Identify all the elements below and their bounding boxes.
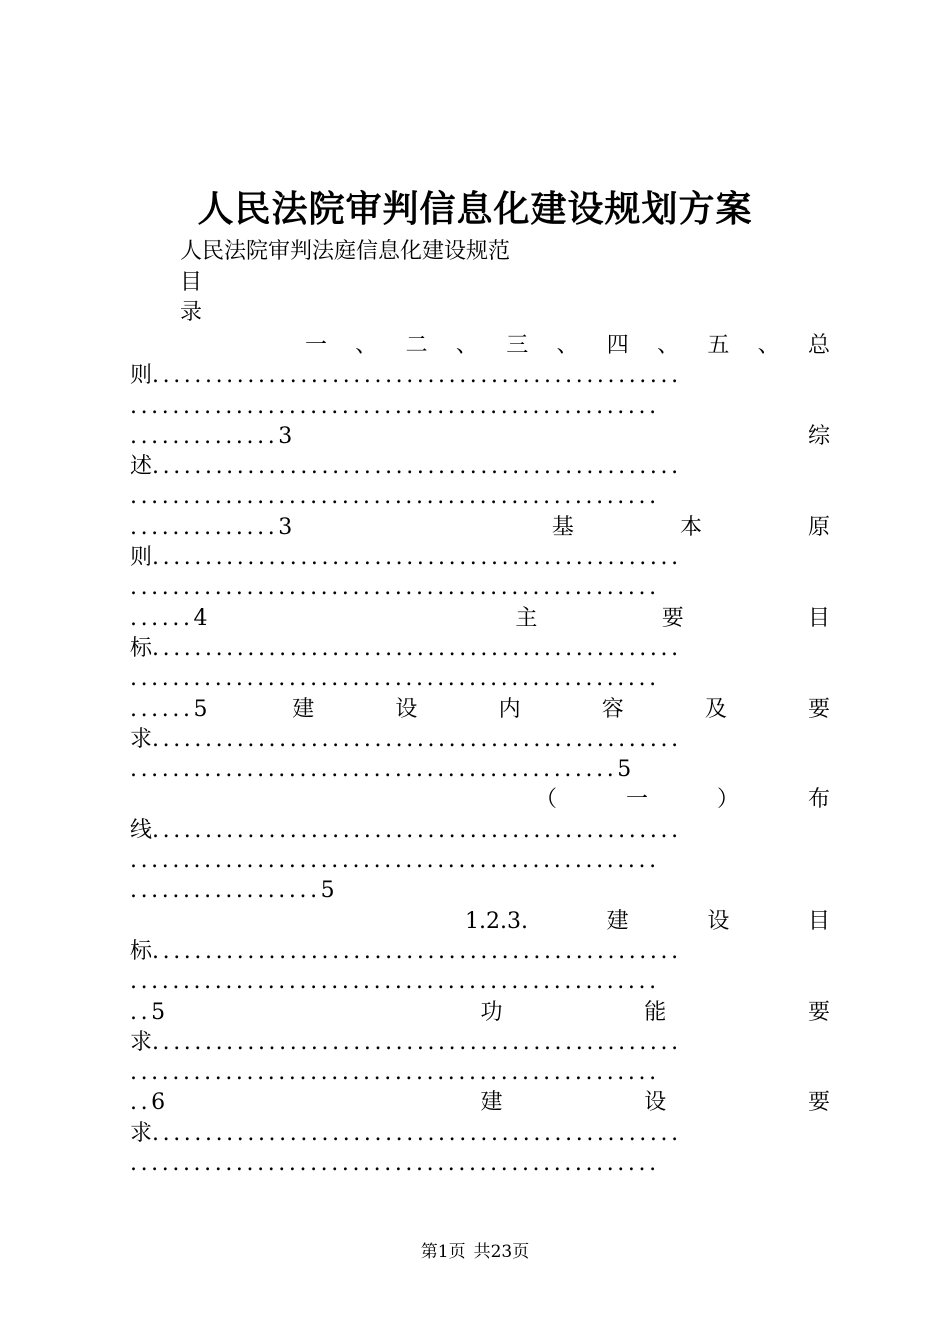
toc-line: ..................................................	[130, 484, 660, 510]
toc-line: 则..................................................	[130, 545, 682, 571]
toc-heading-lu: 录	[180, 300, 203, 325]
toc-line: 求..................................................	[130, 1120, 682, 1146]
toc-line: 线..................................................	[130, 817, 682, 843]
toc-line: 述..................................................	[130, 454, 682, 480]
toc-line: 1.2.3. 建 设 目	[465, 908, 830, 934]
page-total: 共23页	[473, 1242, 530, 1262]
toc-line: 标..................................................	[130, 938, 682, 964]
document-subtitle: 人民法院审判法庭信息化建设规范	[180, 239, 511, 264]
toc-line: ..................................................	[130, 393, 660, 419]
toc-line: ..................................................	[130, 1151, 660, 1177]
document-title: 人民法院审判信息化建设规划方案	[197, 188, 753, 230]
toc-line: ..................................................	[130, 848, 660, 874]
toc-line: ..5 功 能 要	[130, 999, 830, 1025]
toc-line: （ 一 ） 布	[535, 787, 830, 813]
toc-line: ..................................................	[130, 1060, 660, 1086]
page-number: 第1页	[420, 1242, 466, 1262]
toc-line: ..............................................5	[130, 757, 635, 783]
toc-line: ..................................................	[130, 575, 660, 601]
toc-line: 一 、 二 、 三 、 四 、 五 、 总	[305, 333, 830, 358]
table-of-contents	[130, 331, 830, 1179]
toc-line: 则..................................................	[130, 363, 682, 389]
toc-line: ..............3 综	[130, 423, 830, 449]
toc-line: ..............3 基 本 原	[130, 514, 830, 540]
toc-line: ..................5	[130, 878, 339, 904]
toc-heading-mu: 目	[180, 270, 203, 295]
page-footer	[0, 1240, 950, 1264]
toc-line: ......4 主 要 目	[130, 605, 830, 631]
toc-line: 求..................................................	[130, 726, 682, 752]
toc-line: ......5 建 设 内 容 及 要	[130, 696, 830, 722]
toc-line: 求..................................................	[130, 1029, 682, 1055]
toc-line: 标..................................................	[130, 635, 682, 661]
toc-line: ..6 建 设 要	[130, 1090, 830, 1116]
toc-line: ..................................................	[130, 666, 660, 692]
toc-line: ..................................................	[130, 969, 660, 995]
